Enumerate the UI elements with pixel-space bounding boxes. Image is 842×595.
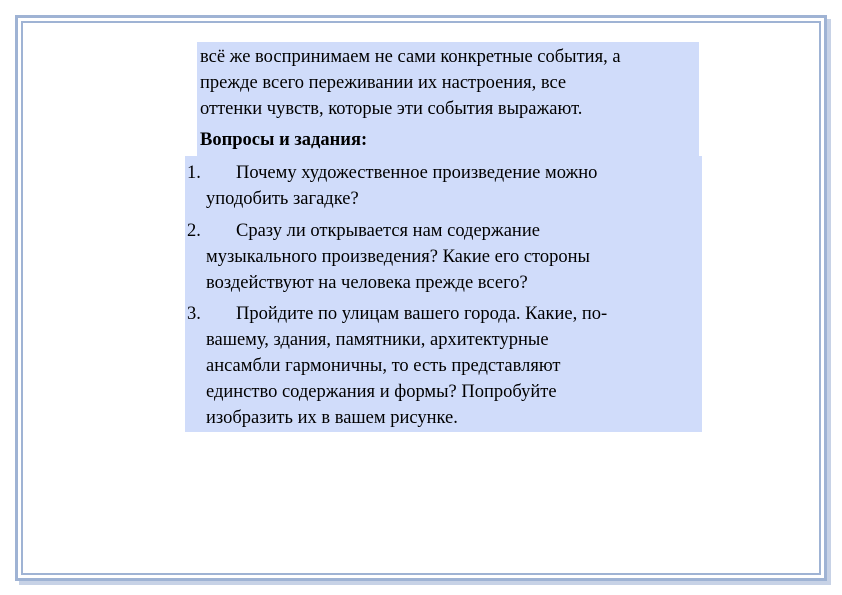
question-line: вашему, здания, памятники, архитектурные: [206, 330, 549, 350]
section-heading: Вопросы и задания:: [200, 130, 368, 150]
intro-line: прежде всего переживании их настроения, все: [200, 73, 567, 93]
frame-shadow-right: [827, 19, 831, 585]
question-line: уподобить загадке?: [206, 189, 359, 209]
intro-line: оттенки чувств, которые эти события выражают.: [200, 99, 583, 119]
question-line: Сразу ли открывается нам содержание: [236, 221, 540, 241]
question-line: изобразить их в вашем рисунке.: [206, 408, 458, 428]
question-line: ансамбли гармоничны, то есть представляют: [206, 356, 561, 376]
intro-line: всё же воспринимаем не сами конкретные события, а: [200, 47, 621, 67]
question-line: единство содержания и формы? Попробуйте: [206, 382, 557, 402]
question-line: Почему художественное произведение можно: [236, 163, 598, 183]
question-number: 1.: [187, 163, 201, 183]
question-number: 2.: [187, 221, 201, 241]
question-line: Пройдите по улицам вашего города. Какие, по-: [236, 304, 608, 324]
question-number: 3.: [187, 304, 201, 324]
question-line: воздействуют на человека прежде всего?: [206, 273, 528, 293]
question-line: музыкального произведения? Какие его стороны: [206, 247, 590, 267]
frame-shadow-bottom: [19, 581, 831, 585]
